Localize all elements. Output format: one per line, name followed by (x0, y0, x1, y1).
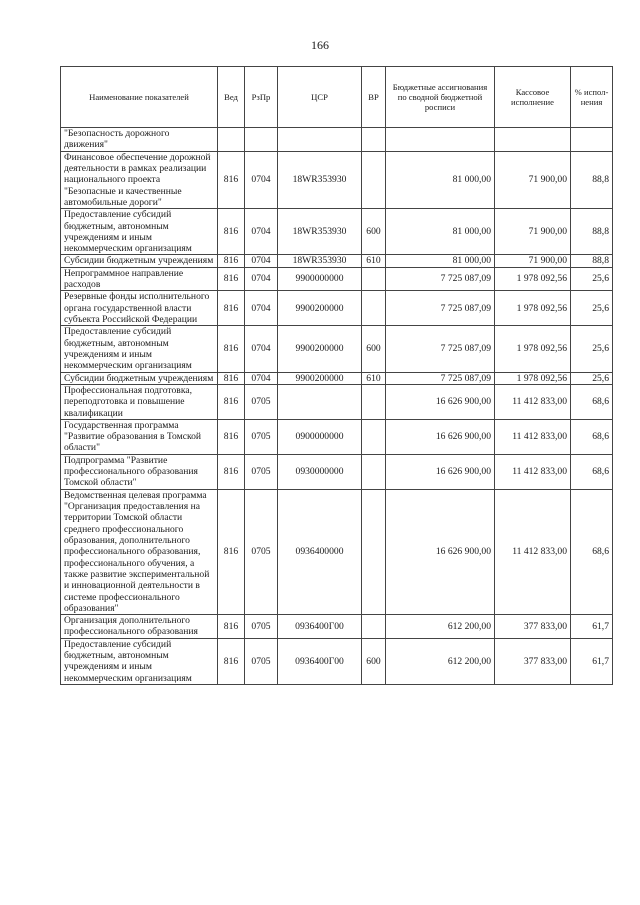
cell-csr (278, 384, 362, 419)
cell-percent: 25,6 (571, 326, 613, 372)
cell-name: Предоставление субсидий бюджетным, автономным учреждениям и иным некоммерческим организациям (61, 326, 218, 372)
cell-rzpr: 0705 (245, 384, 278, 419)
cell-vr: 600 (362, 326, 386, 372)
cell-csr: 18WR353930 (278, 209, 362, 255)
table-row (61, 151, 613, 209)
cell-budget: 81 000,00 (386, 255, 495, 267)
cell-ved: 816 (218, 638, 245, 684)
cell-ved: 816 (218, 255, 245, 267)
cell-vr (362, 291, 386, 326)
cell-name: "Безопасность дорожного движения" (61, 128, 218, 152)
cell-percent: 61,7 (571, 615, 613, 639)
cell-ved: 816 (218, 209, 245, 255)
cell-percent: 88,8 (571, 255, 613, 267)
cell-budget: 612 200,00 (386, 615, 495, 639)
cell-kassa: 11 412 833,00 (495, 419, 571, 454)
cell-budget: 81 000,00 (386, 151, 495, 209)
cell-name: Предоставление субсидий бюджетным, автономным учреждениям и иным некоммерческим организациям (61, 638, 218, 684)
header-kassa: Кассовое исполнение (495, 67, 571, 128)
header-ved: Вед (218, 67, 245, 128)
cell-name: Субсидии бюджетным учреждениям (61, 255, 218, 267)
cell-percent: 68,6 (571, 489, 613, 614)
cell-csr: 9900200000 (278, 291, 362, 326)
cell-ved: 816 (218, 267, 245, 291)
cell-rzpr: 0705 (245, 615, 278, 639)
table-header-row (61, 67, 613, 128)
table-row (61, 291, 613, 326)
table-row (61, 638, 613, 684)
cell-vr (362, 267, 386, 291)
cell-kassa (495, 128, 571, 152)
header-rzpr: РзПр (245, 67, 278, 128)
table-row (61, 384, 613, 419)
table-row (61, 615, 613, 639)
cell-rzpr: 0704 (245, 267, 278, 291)
cell-csr: 18WR353930 (278, 255, 362, 267)
cell-rzpr: 0704 (245, 255, 278, 267)
header-percent: % испол-нения (571, 67, 613, 128)
cell-rzpr: 0705 (245, 638, 278, 684)
cell-percent: 25,6 (571, 267, 613, 291)
cell-rzpr: 0704 (245, 209, 278, 255)
cell-percent (571, 128, 613, 152)
cell-budget: 7 725 087,09 (386, 326, 495, 372)
cell-percent: 61,7 (571, 638, 613, 684)
cell-csr: 0900000000 (278, 419, 362, 454)
cell-vr: 600 (362, 638, 386, 684)
header-name: Наименование показателей (61, 67, 218, 128)
cell-ved: 816 (218, 419, 245, 454)
header-csr: ЦСР (278, 67, 362, 128)
cell-vr: 610 (362, 255, 386, 267)
cell-kassa: 71 900,00 (495, 209, 571, 255)
cell-percent: 25,6 (571, 291, 613, 326)
cell-vr (362, 489, 386, 614)
cell-budget: 16 626 900,00 (386, 384, 495, 419)
cell-name: Ведомственная целевая программа "Организация предоставления на территории Томской области среднего профессионального образования, дополнительного профессионального образования, профессионального обучения, а также развитие экспериментальной и инновационной деятельности в системе профессионального образования" (61, 489, 218, 614)
cell-kassa: 71 900,00 (495, 151, 571, 209)
cell-kassa: 1 978 092,56 (495, 267, 571, 291)
cell-csr: 9900000000 (278, 267, 362, 291)
cell-ved: 816 (218, 454, 245, 489)
cell-rzpr: 0704 (245, 372, 278, 384)
cell-budget (386, 128, 495, 152)
cell-kassa: 377 833,00 (495, 638, 571, 684)
cell-ved: 816 (218, 384, 245, 419)
cell-budget: 16 626 900,00 (386, 489, 495, 614)
table-row (61, 209, 613, 255)
cell-kassa: 1 978 092,56 (495, 372, 571, 384)
cell-csr: 0936400000 (278, 489, 362, 614)
table-row (61, 372, 613, 384)
cell-ved: 816 (218, 291, 245, 326)
cell-rzpr: 0705 (245, 419, 278, 454)
cell-vr: 610 (362, 372, 386, 384)
cell-budget: 7 725 087,09 (386, 372, 495, 384)
cell-percent: 68,6 (571, 419, 613, 454)
cell-budget: 16 626 900,00 (386, 454, 495, 489)
cell-budget: 7 725 087,09 (386, 267, 495, 291)
cell-vr (362, 128, 386, 152)
cell-vr: 600 (362, 209, 386, 255)
page-number: 166 (311, 38, 329, 52)
cell-kassa: 1 978 092,56 (495, 291, 571, 326)
cell-kassa: 1 978 092,56 (495, 326, 571, 372)
cell-rzpr: 0704 (245, 151, 278, 209)
cell-budget: 7 725 087,09 (386, 291, 495, 326)
cell-name: Организация дополнительного профессионального образования (61, 615, 218, 639)
cell-name: Финансовое обеспечение дорожной деятельности в рамках реализации национального проекта "Безопасные и качественные автомобильные дороги" (61, 151, 218, 209)
cell-rzpr: 0704 (245, 326, 278, 372)
cell-name: Резервные фонды исполнительного органа государственной власти субъекта Российской Федерации (61, 291, 218, 326)
cell-name: Предоставление субсидий бюджетным, автономным учреждениям и иным некоммерческим организациям (61, 209, 218, 255)
cell-csr (278, 128, 362, 152)
cell-ved (218, 128, 245, 152)
cell-name: Подпрограмма "Развитие профессионального образования Томской области" (61, 454, 218, 489)
cell-percent: 88,8 (571, 209, 613, 255)
table-row (61, 267, 613, 291)
table-row (61, 255, 613, 267)
cell-ved: 816 (218, 151, 245, 209)
cell-csr: 0930000000 (278, 454, 362, 489)
cell-percent: 68,6 (571, 384, 613, 419)
cell-percent: 88,8 (571, 151, 613, 209)
cell-kassa: 11 412 833,00 (495, 384, 571, 419)
cell-name: Профессиональная подготовка, переподготовка и повышение квалификации (61, 384, 218, 419)
table-row (61, 419, 613, 454)
cell-ved: 816 (218, 326, 245, 372)
cell-name: Субсидии бюджетным учреждениям (61, 372, 218, 384)
table-row (61, 128, 613, 152)
cell-kassa: 11 412 833,00 (495, 454, 571, 489)
cell-csr: 0936400Г00 (278, 615, 362, 639)
cell-kassa: 71 900,00 (495, 255, 571, 267)
budget-execution-table (60, 66, 613, 685)
cell-budget: 81 000,00 (386, 209, 495, 255)
cell-vr (362, 384, 386, 419)
cell-ved: 816 (218, 489, 245, 614)
table-row (61, 489, 613, 614)
cell-name: Непрограммное направление расходов (61, 267, 218, 291)
cell-kassa: 11 412 833,00 (495, 489, 571, 614)
cell-kassa: 377 833,00 (495, 615, 571, 639)
cell-budget: 612 200,00 (386, 638, 495, 684)
cell-name: Государственная программа "Развитие образования в Томской области" (61, 419, 218, 454)
cell-percent: 25,6 (571, 372, 613, 384)
cell-vr (362, 151, 386, 209)
cell-rzpr: 0705 (245, 489, 278, 614)
table-row (61, 326, 613, 372)
cell-csr: 9900200000 (278, 326, 362, 372)
cell-vr (362, 615, 386, 639)
cell-csr: 0936400Г00 (278, 638, 362, 684)
cell-rzpr: 0705 (245, 454, 278, 489)
cell-budget: 16 626 900,00 (386, 419, 495, 454)
cell-ved: 816 (218, 372, 245, 384)
cell-percent: 68,6 (571, 454, 613, 489)
table-row (61, 454, 613, 489)
cell-ved: 816 (218, 615, 245, 639)
cell-vr (362, 454, 386, 489)
cell-csr: 9900200000 (278, 372, 362, 384)
cell-rzpr: 0704 (245, 291, 278, 326)
cell-csr: 18WR353930 (278, 151, 362, 209)
header-vr: ВР (362, 67, 386, 128)
header-budget: Бюджетные ассигнования по сводной бюджетной росписи (386, 67, 495, 128)
cell-vr (362, 419, 386, 454)
cell-rzpr (245, 128, 278, 152)
